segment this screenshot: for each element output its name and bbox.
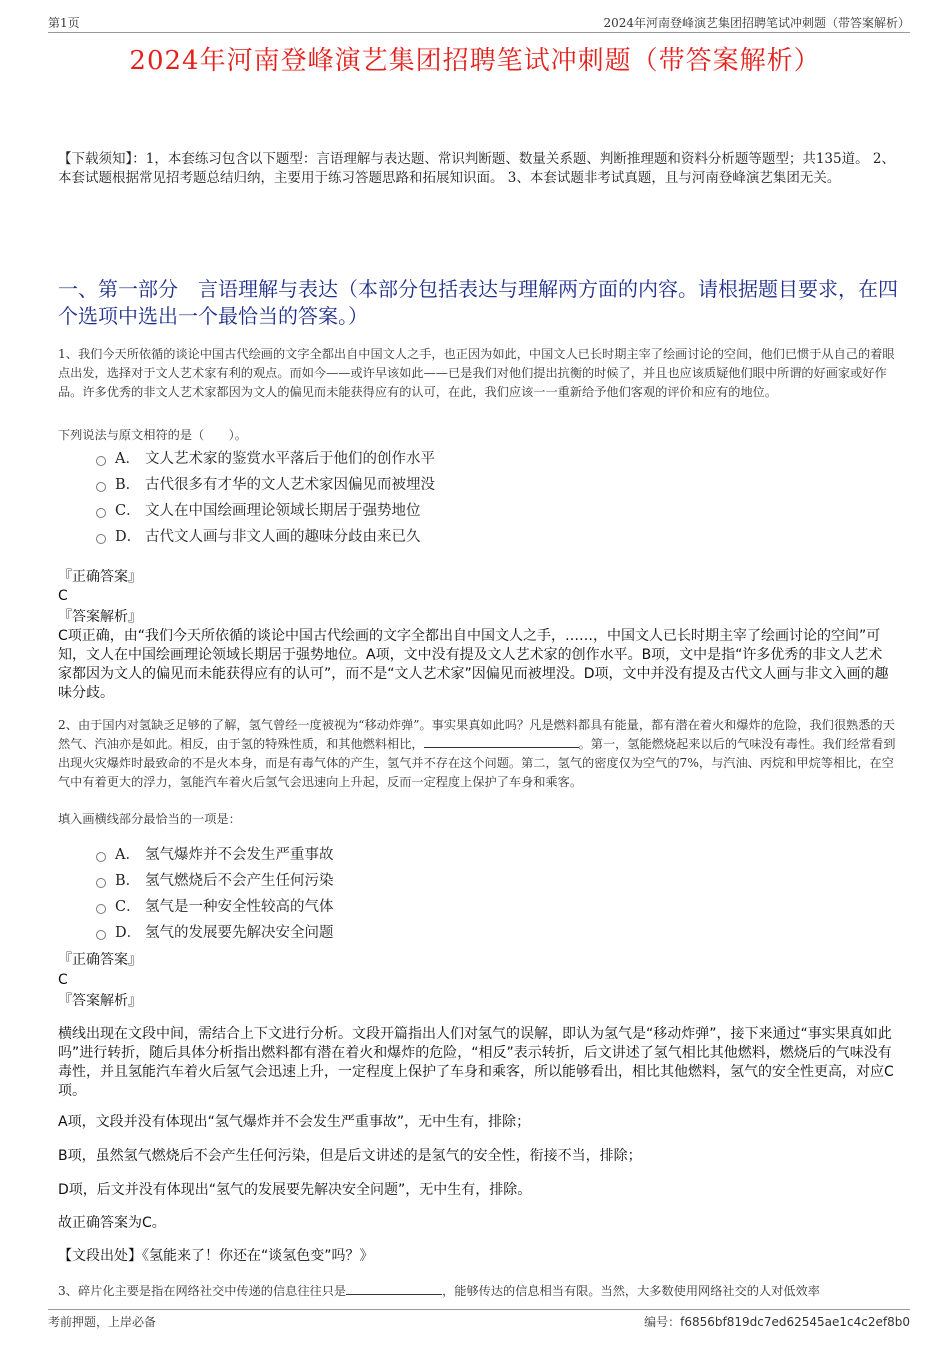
q2-analysis-p2: A项，文段并没有体现出“氢气爆炸并不会发生严重事故”，无中生有，排除； [58,1114,531,1130]
download-notice: 【下载须知】：1，本套练习包含以下题型：言语理解与表达题、常识判断题、数量关系题、判断推理题和资料分析题等题型；共135道。 2、本套试题根据常见招考题总结归纳，主要用于练习答题思路和拓展知识面。 3、本套试题非考试真题，且与河南登峰演艺集团无关。 [58,151,895,186]
q3-stem: 3、碎片化主要是指在网络社交中传递的信息往往只是 ，能够传达的信息相当有限。当然，大多数使用网络社交的人对低效率 [58,1284,820,1298]
q1-options [96,446,796,550]
q1-analysis: C项正确，由“我们今天所依循的谈论中国古代绘画的文字全都出自中国文人之手，……，中国文人已长时期主宰了绘画讨论的空间”可知，文人在中国绘画理论领域长期居于强势地位。A项，文中没有提及文人艺术家的创作水平。B项，文中是指“许多优秀的非文人艺术家都因为文人的偏见而未能获得应有的认可”，而不是“文人艺术家”因偏见而被埋没。D项，文中并没有提及古代文人画与非文入画的趣味分歧。 [58,628,889,701]
footer-code: 编号：f6856bf819dc7ed62545ae1c4c2ef8b0 [644,1315,910,1329]
fill-blank [424,735,579,748]
page-footer [48,1309,910,1330]
header-title: 2024年河南登峰演艺集团招聘笔试冲刺题（带答案解析） [603,16,910,30]
q2-option-a[interactable]: A． 氢气爆炸并不会发生严重事故 [96,842,796,868]
q2-stem: 2、由于国内对氢缺乏足够的了解，氢气曾经一度被视为“移动炸弹”。事实果真如此吗？凡是燃料都具有能量，都有潜在着火和爆炸的危险，我们很熟悉的天然气、汽油亦是如此。相反，由于氢的特殊性质，和其他燃料相比， 。第一，氢能燃烧起来以后的气味没有毒性。我们经常看到出现火灾爆炸时最致命的不是火本身，而是有毒气体的产生，氢气并不存在这个问题。第二，氢气的密度仅为空气的7%，与汽油、丙烷和甲烷等相比，在空气中有着更大的浮力，氢能汽车着火后氢气会迅速向上升起，反而一定程度上保护了车身和乘客。 [58,718,896,789]
q2-option-d[interactable]: D． 氢气的发展要先解决安全问题 [96,920,796,946]
page-title: 2024年河南登峰演艺集团招聘笔试冲刺题（带答案解析） [129,46,821,76]
q2-ask: 填入画横线部分最恰当的一项是： [58,812,241,826]
radio-icon[interactable] [96,508,106,518]
q2-answer-heading: 『正确答案』 [58,952,142,968]
q2-options [96,842,796,946]
radio-icon[interactable] [96,534,106,544]
q1-option-d[interactable]: D． 古代文人画与非文人画的趣味分歧由来已久 [96,524,796,550]
radio-icon[interactable] [96,852,106,862]
page-header [48,14,910,33]
radio-icon[interactable] [96,456,106,466]
footer-slogan: 考前押题，上岸必备 [48,1315,157,1329]
q1-option-c[interactable]: C． 文人在中国绘画理论领域长期居于强势地位 [96,498,796,524]
radio-icon[interactable] [96,930,106,940]
q2-option-c[interactable]: C． 氢气是一种安全性较高的气体 [96,894,796,920]
fill-blank [346,1282,442,1295]
q2-analysis-heading: 『答案解析』 [58,993,142,1009]
page-number: 第1页 [48,16,80,30]
radio-icon[interactable] [96,878,106,888]
q1-answer: C [58,588,68,604]
q1-stem: 1、我们今天所依循的谈论中国古代绘画的文字全都出自中国文人之手，也正因为如此，中国文人已长时期主宰了绘画讨论的空间，他们已惯于从自己的着眼点出发，选择对于文人艺术家有利的观点。而如今——或许早该如此——已是我们对他们提出抗衡的时候了，并且也应该质疑他们眼中所谓的好画家或好作品。许多优秀的非文人艺术家都因为文人的偏见而未能获得应有的认可，在此，我们应该一一重新给予他们客观的评价和应有的地位。 [58,347,895,399]
q2-analysis-p3: B项，虽然氢气燃烧后不会产生任何污染，但是后文讲述的是氢气的安全性，衔接不当，排除； [58,1148,642,1164]
q2-option-b[interactable]: B． 氢气燃烧后不会产生任何污染 [96,868,796,894]
q2-answer: C [58,972,68,988]
q2-analysis-p4: D项，后文并没有体现出“氢气的发展要先解决安全问题”，无中生有，排除。 [58,1182,532,1198]
radio-icon[interactable] [96,482,106,492]
q2-analysis-p5: 故正确答案为C。 [58,1215,166,1231]
section-heading: 一、第一部分 言语理解与表达（本部分包括表达与理解两方面的内容。请根据题目要求，在四个选项中选出一个最恰当的答案。） [58,277,898,328]
radio-icon[interactable] [96,904,106,914]
q2-source: 【文段出处】《氢能来了！你还在“谈氢色变”吗？》 [58,1248,374,1264]
q1-ask: 下列说法与原文相符的是（ ）。 [58,428,247,442]
q1-analysis-heading: 『答案解析』 [58,609,142,625]
q2-analysis-p1: 横线出现在文段中间，需结合上下文进行分析。文段开篇指出人们对氢气的误解，即认为氢气是“移动炸弹”，接下来通过“事实果真如此吗”进行转折，随后具体分析指出燃料都有潜在着火和爆炸的危险，“相反”表示转折，后文讲述了氢气相比其他燃料，燃烧后的气味没有毒性，并且氢能汽车着火后氢气会迅速上升，一定程度上保护了车身和乘客，所以能够看出，相比其他燃料，氢气的安全性更高，对应C项。 [58,1026,894,1099]
q1-option-b[interactable]: B． 古代很多有才华的文人艺术家因偏见而被埋没 [96,472,796,498]
q1-option-a[interactable]: A． 文人艺术家的鉴赏水平落后于他们的创作水平 [96,446,796,472]
q1-answer-heading: 『正确答案』 [58,569,142,585]
